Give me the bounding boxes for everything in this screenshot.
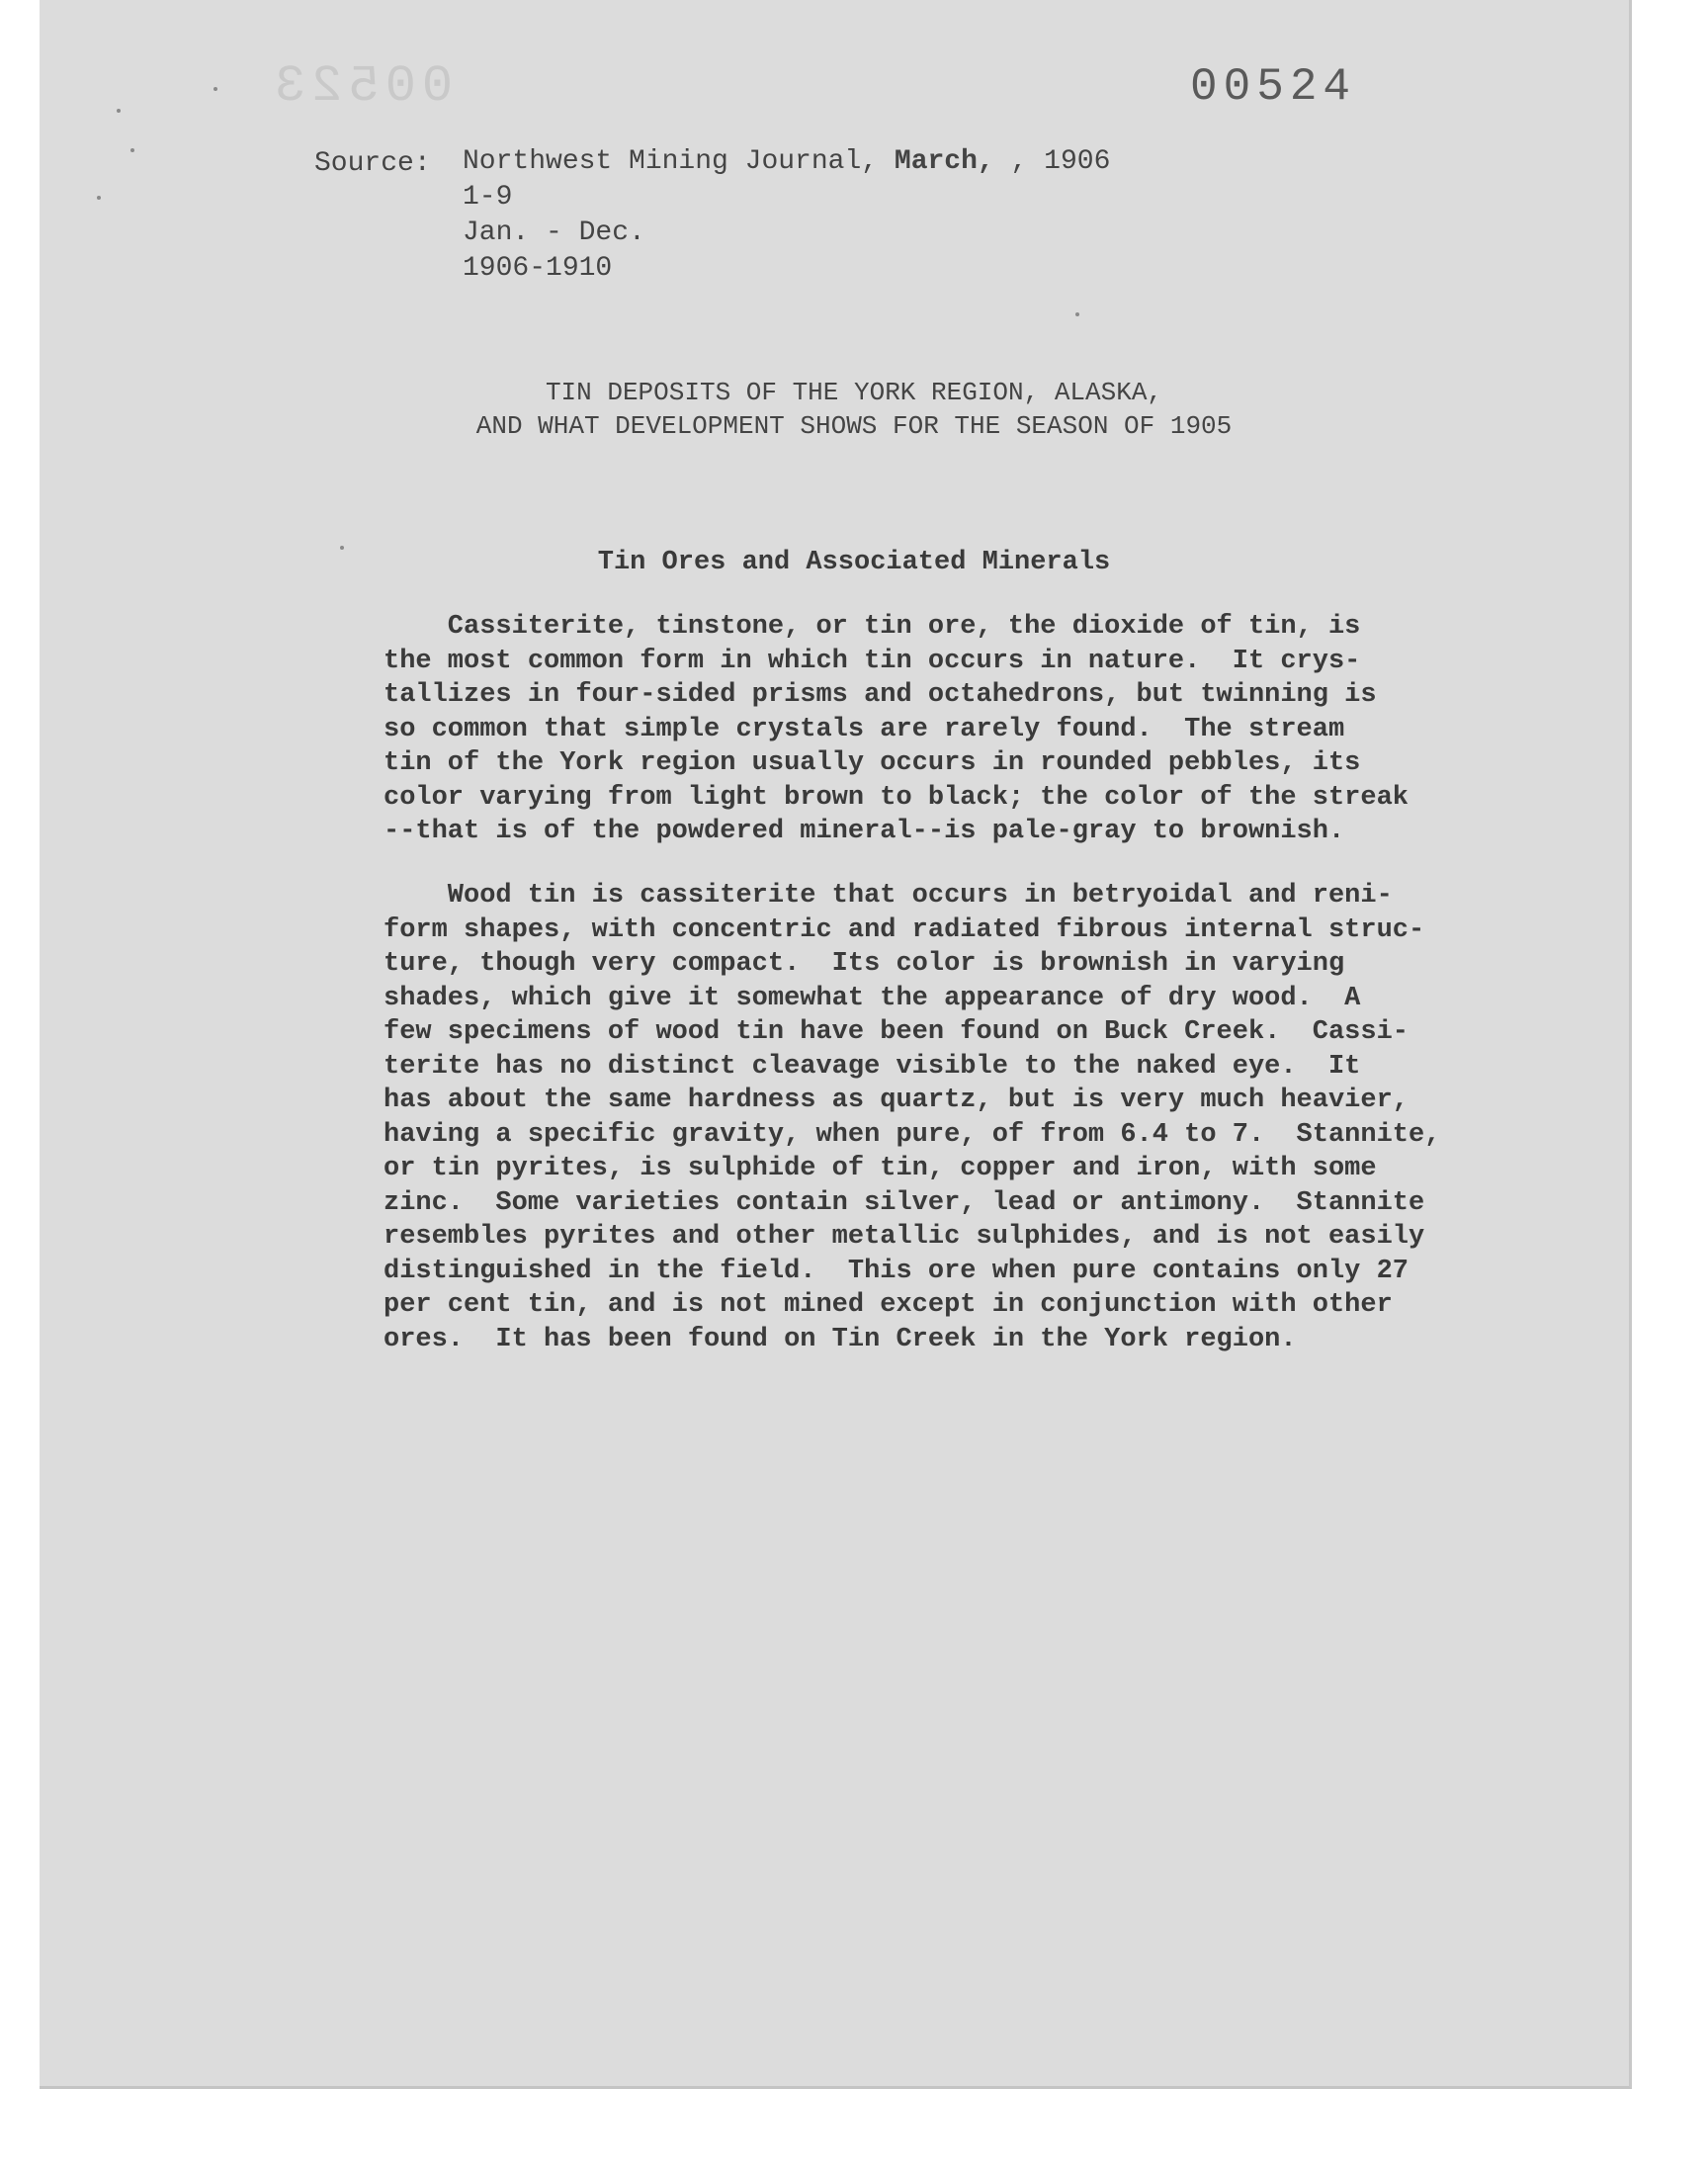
source-date-separator: ,: [1010, 146, 1028, 177]
paragraph-line: Cassiterite, tinstone, or tin ore, the dioxide of tin, is: [384, 612, 1361, 642]
paragraph-line: has about the same hardness as quartz, but is very much heavier,: [384, 1086, 1409, 1115]
paragraph-line: so common that simple crystals are rarely found. The stream: [384, 714, 1345, 744]
source-label: Source:: [314, 148, 431, 179]
article-title-line-2: AND WHAT DEVELOPMENT SHOWS FOR THE SEASON OF 1905: [475, 411, 1233, 441]
paragraph-line: --that is of the powdered mineral--is pale-gray to brownish.: [384, 817, 1345, 846]
paragraph-line: per cent tin, and is not mined except in conjunction with other: [384, 1290, 1393, 1320]
source-publication: Northwest Mining Journal,: [463, 146, 879, 177]
paragraph-line: having a specific gravity, when pure, of from 6.4 to 7. Stannite,: [384, 1119, 1441, 1150]
paper-speck: [117, 109, 121, 113]
paper-speck: [214, 87, 217, 91]
paragraph-line: Wood tin is cassiterite that occurs in betryoidal and reni-: [384, 881, 1393, 911]
paragraph-line: resembles pyrites and other metallic sulphides, and is not easily: [384, 1222, 1425, 1252]
bleed-through-document-number: 00523: [269, 57, 454, 116]
paragraph-line: distinguished in the field. This ore when pure contains only 27: [384, 1256, 1409, 1286]
paper-speck: [97, 196, 101, 200]
paragraph-cassiterite: [384, 610, 1409, 849]
paper-speck: [340, 546, 344, 550]
paragraph-line: shades, which give it somewhat the appearance of dry wood. A: [384, 983, 1361, 1013]
paragraph-wood-tin: [384, 879, 1440, 1356]
paragraph-line: the most common form in which tin occurs in nature. It crys-: [384, 646, 1361, 676]
paragraph-line: ture, though very compact. Its color is brownish in varying: [384, 949, 1345, 979]
paper-speck: [1075, 312, 1079, 316]
paragraph-line: ores. It has been found on Tin Creek in the York region.: [384, 1324, 1297, 1354]
article-title: [0, 376, 1708, 443]
paragraph-line: or tin pyrites, is sulphide of tin, copper and iron, with some: [384, 1154, 1377, 1183]
paragraph-line: tin of the York region usually occurs in rounded pebbles, its: [384, 748, 1361, 778]
source-year: 1906: [1044, 146, 1111, 177]
source-publication-line: [463, 144, 1110, 180]
article-title-line-1: TIN DEPOSITS OF THE YORK REGION, ALASKA,: [545, 378, 1163, 407]
source-issues: 1-9: [463, 182, 513, 213]
source-month: March,: [894, 146, 994, 177]
section-heading: Tin Ores and Associated Minerals: [597, 548, 1111, 577]
source-years: 1906-1910: [463, 253, 613, 284]
paragraph-line: zinc. Some varieties contain silver, lead or antimony. Stannite: [384, 1187, 1425, 1218]
paragraph-line: form shapes, with concentric and radiated fibrous internal struc-: [384, 914, 1425, 945]
paragraph-line: terite has no distinct cleavage visible to the naked eye. It: [384, 1051, 1361, 1082]
paragraph-line: color varying from light brown to black; the color of the streak: [384, 782, 1409, 813]
paragraph-line: tallizes in four-sided prisms and octahedrons, but twinning is: [384, 680, 1377, 710]
source-citation: [463, 144, 1110, 287]
paper-speck: [130, 148, 134, 152]
document-number: 00524: [1190, 61, 1357, 113]
paragraph-line: few specimens of wood tin have been found on Buck Creek. Cassi-: [384, 1017, 1409, 1047]
source-months: Jan. - Dec.: [463, 218, 645, 248]
